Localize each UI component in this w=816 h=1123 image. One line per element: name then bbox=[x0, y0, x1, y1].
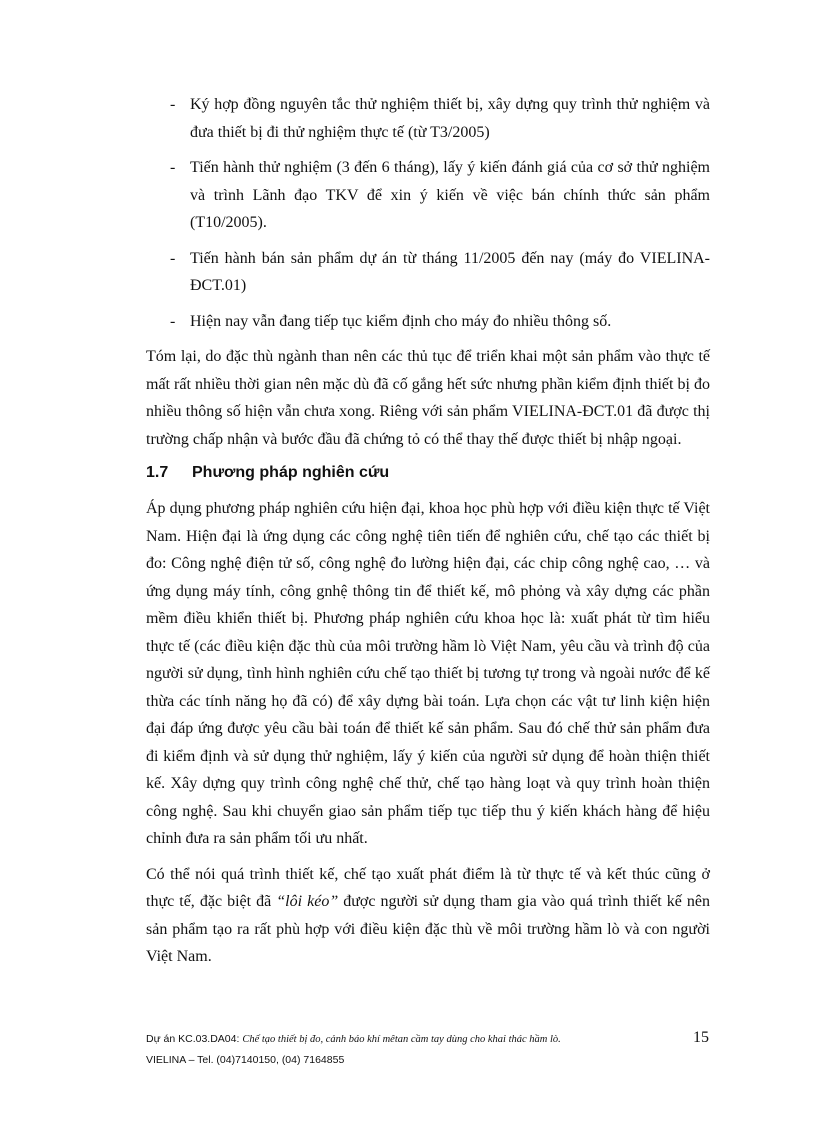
footer-project-line bbox=[146, 1029, 710, 1050]
bullet-item bbox=[146, 245, 710, 300]
footer-project-title: Chế tạo thiết bị đo, cảnh báo khí mêtan cầm tay dùng cho khai thác hầm lò. bbox=[242, 1034, 561, 1045]
bullet-item bbox=[146, 91, 710, 146]
section-title: Phương pháp nghiên cứu bbox=[192, 464, 390, 481]
footer-contact: VIELINA – Tel. (04)7140150, (04) 7164855 bbox=[146, 1054, 345, 1066]
bullet-text: Ký hợp đồng nguyên tắc thử nghiệm thiết bị, xây dựng quy trình thử nghiệm và đưa thiết bị đi thử nghiệm thực tế (từ T3/2005) bbox=[190, 96, 710, 141]
bullet-marker: - bbox=[170, 249, 176, 267]
bullet-text: Hiện nay vẫn đang tiếp tục kiểm định cho máy đo nhiều thông số. bbox=[190, 312, 612, 330]
bullet-text: Tiến hành thử nghiệm (3 đến 6 tháng), lấy ý kiến đánh giá của cơ sở thử nghiệm và trình Lãnh đạo TKV để xin ý kiến về việc bán chính thức sản phẩm (T10/2005). bbox=[190, 159, 710, 231]
method-paragraph: Áp dụng phương pháp nghiên cứu hiện đại, khoa học phù hợp với điều kiện thực tế Việt Nam. Hiện đại là ứng dụng các công nghệ tiên tiến để nghiên cứu, chế tạo các thiết bị đo: Công nghệ điện tử số, công nghệ đo lường hiện đại, các chip công nghệ cao, … và ứng dụng máy tính, công gnhệ thông tin để thiết kế, mô phỏng và xây dựng các phần mềm điều khiển thiết bị. Phương pháp nghiên cứu khoa học là: xuất phát từ tìm hiểu thực tế (các điều kiện đặc thù của môi trường hầm lò Việt Nam, yêu cầu và trình độ của người sử dụng, tình hình nghiên cứu chế tạo thiết bị tương tự trong và ngoài nước để kế thừa các tính năng họ đã có) để xây dựng bài toán. Lựa chọn các vật tư linh kiện hiện đại đáp ứng được yêu cầu bài toán để thiết kế sản phẩm. Sau đó chế thử sản phẩm đưa đi kiểm định và sử dụng thử nghiệm, lấy ý kiến của người sử dụng để hoàn thiện thiết kế. Xây dựng quy trình công nghệ chế thử, chế tạo hàng loạt và quy trình hoàn thiện công nghệ. Sau khi chuyển giao sản phẩm tiếp tục tiếp thu ý kiến khách hàng để hiệu chỉnh đưa ra sản phẩm tối ưu nhất. bbox=[146, 500, 710, 847]
page-content bbox=[146, 91, 710, 979]
conclusion-text-end: được người sử dụng tham gia vào quá trình thiết kế nên sản phẩm tạo ra rất phù hợp với điều kiện đặc thù về môi trường hầm lò và con người Việt Nam. bbox=[146, 893, 711, 965]
page-number: 15 bbox=[693, 1029, 709, 1046]
bullet-marker: - bbox=[170, 159, 176, 176]
bullet-item bbox=[146, 154, 710, 237]
footer-project-label: Dự án KC.03.DA04: bbox=[146, 1033, 243, 1045]
bullet-marker: - bbox=[170, 312, 176, 330]
conclusion-paragraph bbox=[146, 861, 710, 971]
section-heading bbox=[146, 461, 710, 485]
conclusion-quote: “lôi kéo” bbox=[276, 893, 339, 910]
bullet-marker: - bbox=[170, 96, 176, 113]
page-footer bbox=[146, 1029, 710, 1070]
conclusion-text-start: Có thể nói quá trình thiết kế, chế tạo xuất phát điểm là từ thực tế và kết thúc cũng ở thực tế, đặc biệt đã bbox=[146, 865, 710, 910]
bullet-item bbox=[146, 308, 710, 336]
bullet-text: Tiến hành bán sản phẩm dự án từ tháng 11/2005 đến nay (máy đo VIELINA-ĐCT.01) bbox=[190, 249, 710, 294]
bullet-list bbox=[146, 91, 710, 335]
section-number: 1.7 bbox=[146, 464, 169, 481]
summary-paragraph: Tóm lại, do đặc thù ngành than nên các thủ tục để triển khai một sản phẩm vào thực tế mất rất nhiều thời gian nên mặc dù đã cố gắng hết sức nhưng phần kiểm định thiết bị đo nhiều thông số hiện vẫn chưa xong. Riêng với sản phẩm VIELINA-ĐCT.01 đã được thị trường chấp nhận và bước đầu đã chứng tỏ có thể thay thế được thiết bị nhập ngoại. bbox=[146, 348, 710, 448]
